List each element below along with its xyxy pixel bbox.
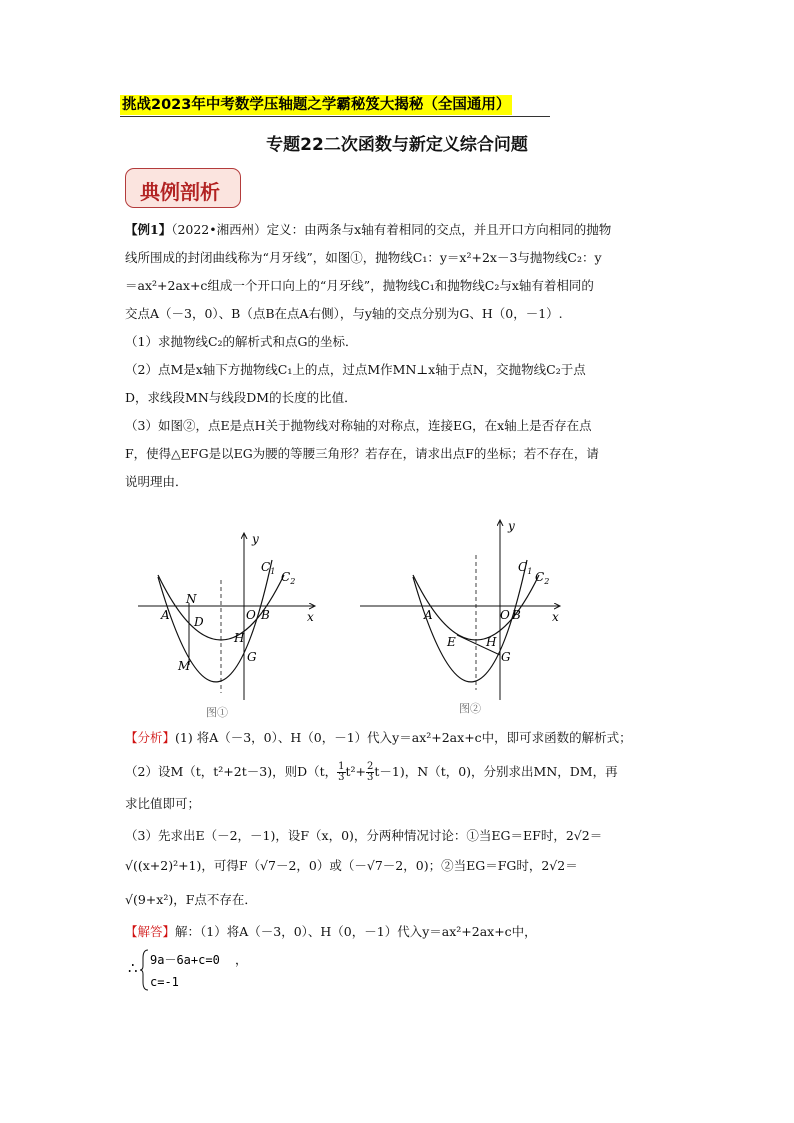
page-title: 专题22二次函数与新定义综合问题 [266, 135, 528, 155]
label-x: x [307, 610, 314, 624]
analysis-2-mid: t²+ [345, 764, 367, 779]
question-2b: D，求线段MN与线段DM的长度的比值． [125, 390, 357, 405]
frac2-den: 3 [367, 772, 374, 783]
section-label: 典例剖析 [140, 180, 220, 204]
analysis-line-6: √(9+x²)，F点不存在． [125, 892, 257, 907]
equation-2: c=-1 [150, 975, 179, 989]
answer-comma: ， [235, 952, 248, 967]
label-h: H [234, 631, 245, 645]
label-m: M [178, 659, 191, 673]
label-a: A [424, 608, 433, 622]
equation-1: 9a－6a+c=0 [150, 953, 220, 967]
label-c1: $C_1$ [261, 560, 276, 576]
problem-line-3: ＝ax²+2ax+c组成一个开口向上的“月牙线”，抛物线C₁和抛物线C₂与x轴有着相同的 [125, 278, 594, 293]
figure-2-caption: 图② [459, 702, 481, 715]
analysis-line-2 [125, 762, 618, 783]
label-o: O [500, 608, 510, 622]
problem-line-1 [125, 222, 611, 238]
label-g: G [501, 650, 511, 664]
label-a: A [161, 608, 170, 622]
analysis-text-1: (1) 将A（－3，0）、H（0，－1）代入y＝ax²+2ax+c中，即可求函数的解析式； [175, 730, 632, 745]
analysis-2-pre: （2）设M（t，t²+2t－3)，则D（t， [125, 764, 338, 779]
question-1: （1）求抛物线C₂的解析式和点G的坐标． [125, 334, 358, 349]
problem-line-4: 交点A（－3，0）、B（点B在点A右侧），与y轴的交点分别为G、H（0，－1）. [125, 306, 563, 321]
label-b: B [261, 608, 270, 622]
analysis-line-4: （3）先求出E（－2，－1)，设F（x，0)，分两种情况讨论：①当EG＝EF时，2√2＝ [125, 828, 603, 843]
header-banner: 挑战2023年中考数学压轴题之学霸秘笈大揭秘（全国通用） [122, 97, 511, 113]
label-y: y [252, 532, 259, 546]
label-n: N [186, 592, 197, 606]
label-x: x [552, 610, 559, 624]
analysis-tag: 【分析】 [125, 730, 176, 745]
banner-underline [120, 116, 550, 117]
answer-text-1: 解：（1）将A（－3，0）、H（0，－1）代入y＝ax²+2ax+c中， [175, 924, 537, 939]
therefore-symbol: ∴ [128, 959, 138, 977]
figure-1-caption: 图① [206, 706, 228, 719]
question-3a: （3）如图②，点E是点H关于抛物线对称轴的对称点，连接EG，在x轴上是否存在点 [125, 418, 592, 433]
label-c1: $C_1$ [518, 560, 533, 576]
question-2a: （2）点M是x轴下方抛物线C₁上的点，过点M作MN⊥x轴于点N，交抛物线C₂于点 [125, 362, 586, 377]
frac1-den: 3 [338, 772, 345, 783]
problem-tag: 【例1】 [125, 222, 172, 237]
frac1-num: 1 [338, 761, 345, 772]
label-g: G [247, 650, 257, 664]
problem-text-1: 定义：由两条与x轴有着相同的交点，并且开口方向相同的抛物 [266, 222, 612, 237]
problem-line-2: 线所围成的封闭曲线称为“月牙线”，如图①，抛物线C₁：y＝x²+2x－3与抛物线C₂：y [125, 250, 602, 265]
figure-1 [130, 515, 330, 725]
label-d: D [194, 615, 204, 629]
answer-line-1 [125, 924, 537, 940]
question-3c: 说明理由． [125, 474, 188, 489]
label-o: O [246, 608, 256, 622]
label-y: y [508, 519, 515, 533]
analysis-line-3: 求比值即可； [125, 796, 201, 811]
label-b: B [512, 608, 521, 622]
fraction-1-3 [337, 762, 345, 783]
system-brace [140, 950, 148, 990]
label-h: H [486, 635, 497, 649]
analysis-line-1 [125, 730, 632, 746]
frac2-num: 2 [367, 761, 374, 772]
label-e: E [447, 635, 456, 649]
label-c2: $C_2$ [535, 570, 550, 586]
problem-source: （2022•湘西州） [171, 222, 267, 237]
label-c2: $C_2$ [281, 570, 296, 586]
answer-tag: 【解答】 [125, 924, 176, 939]
question-3b: F，使得△EFG是以EG为腰的等腰三角形？若存在，请求出点F的坐标；若不存在，请 [125, 446, 599, 461]
analysis-line-5: √((x+2)²+1)，可得F（√7－2，0）或（－√7－2，0)；②当EG＝FG时，2√2＝ [125, 858, 578, 873]
analysis-2-post: t－1)，N（t，0)，分别求出MN，DM，再 [374, 764, 618, 779]
figure-2 [355, 515, 570, 725]
